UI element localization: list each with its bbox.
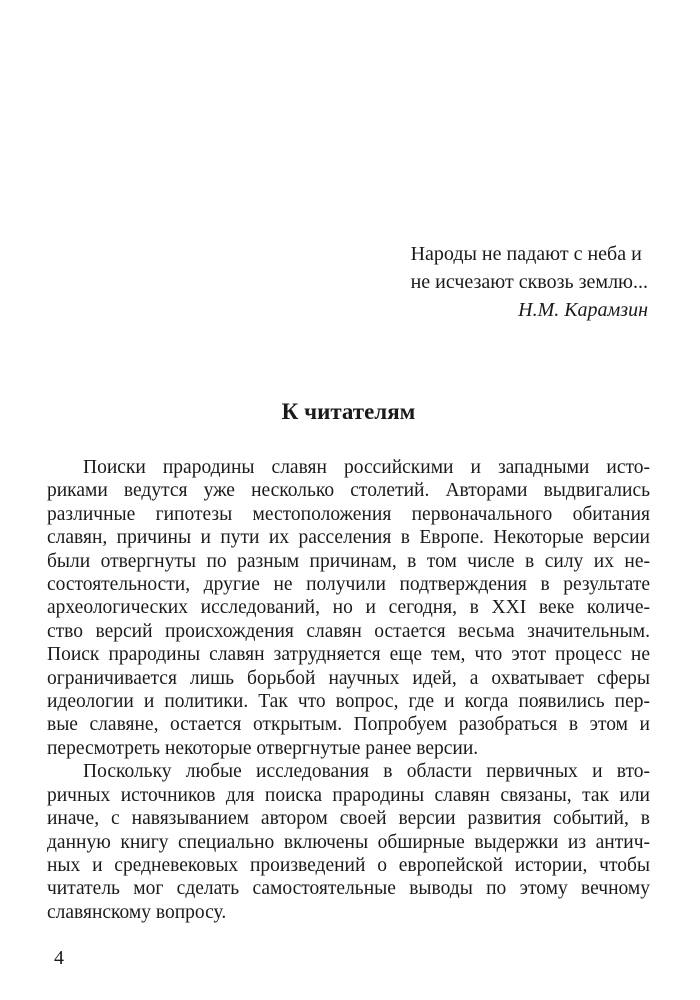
- text-line: вые славяне, остается открытым. Попробуем разобраться в этом и: [47, 714, 650, 736]
- text-line: различные гипотезы местоположения первоначального обитания: [47, 503, 650, 525]
- body-text: [47, 456, 650, 924]
- text-line: пересмотреть некоторые отвергнутые ранее версии.: [47, 737, 479, 759]
- text-line: ричных источников для поиска прародины славян связаны, так или: [47, 784, 650, 806]
- text-line: славян, причины и пути их расселения в Европе. Некоторые версии: [47, 527, 650, 549]
- text-line: состоятельности, другие не получили подтверждения в результате: [47, 574, 650, 596]
- page-number: 4: [54, 947, 64, 969]
- epigraph: [411, 240, 648, 324]
- text-line: не исчезают сквозь землю...: [410, 271, 648, 293]
- text-line: риками ведутся уже несколько столетий. Авторами выдвигались: [47, 480, 650, 502]
- paragraph-2: [47, 760, 650, 924]
- text-line: иначе, с навязыванием автором своей версии развития событий, в: [47, 808, 650, 830]
- text-line: археологических исследований, но и сегодня, в XXI веке количе-: [47, 597, 650, 619]
- text-line: Поиски прародины славян российскими и западными исто-: [83, 457, 650, 478]
- text-line: читатель мог сделать самостоятельные выводы по этому вечному: [47, 878, 650, 900]
- text-line: ограничивается лишь борьбой научных идей, а охватывает сферы: [47, 667, 650, 689]
- text-line: Народы не падают с неба и: [410, 243, 642, 265]
- text-line: славянскому вопросу.: [47, 901, 227, 923]
- chapter-heading: К читателям: [281, 399, 416, 424]
- epigraph-attribution: Н.М. Карамзин: [518, 299, 648, 321]
- text-line: данную книгу специально включены обширные выдержки из антич-: [47, 831, 650, 853]
- text-line: ных и средневековых произведений о европейской истории, чтобы: [47, 854, 650, 876]
- epigraph-quote: [411, 240, 648, 296]
- text-line: были отвергнуты по разным причинам, в том числе в силу их не-: [47, 550, 650, 572]
- paragraph-1: [47, 456, 650, 760]
- text-line: идеологии и политики. Так что вопрос, где и когда появились пер-: [47, 691, 650, 713]
- text-line: Поиск прародины славян затрудняется еще тем, что этот процесс не: [47, 644, 650, 666]
- text-line: Поскольку любые исследования в области первичных и вто-: [83, 761, 650, 783]
- text-line: ство версий происхождения славян остается весьма значительным.: [47, 620, 650, 642]
